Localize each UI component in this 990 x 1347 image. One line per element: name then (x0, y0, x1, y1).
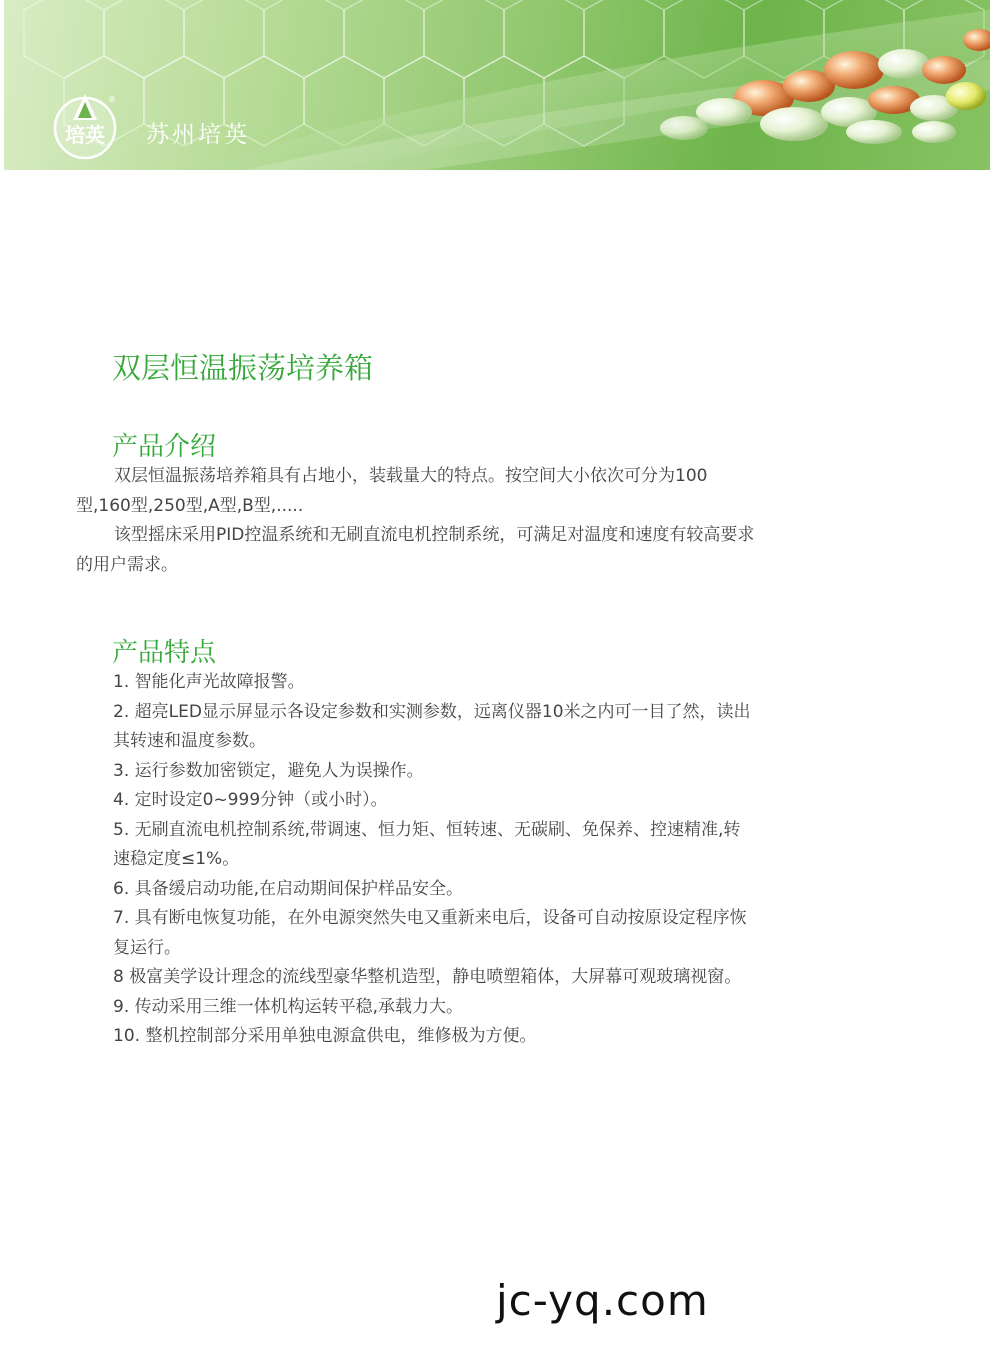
feature-item: 7. 具有断电恢复功能，在外电源突然失电又重新来电后，设备可自动按原设定程序恢复运行。 (113, 908, 747, 958)
features-heading: 产品特点 (112, 638, 217, 668)
intro-heading: 产品介绍 (112, 432, 217, 462)
feature-item: 1. 智能化声光故障报警。 (113, 672, 305, 692)
product-title: 双层恒温振荡培养箱 (112, 351, 374, 385)
feature-item: 4. 定时设定0~999分钟（或小时）。 (113, 790, 388, 810)
header-banner (4, 0, 990, 170)
feature-item: 6. 具备缓启动功能,在启动期间保护样品安全。 (113, 878, 464, 899)
feature-item: 3. 运行参数加密锁定，避免人为误操作。 (113, 760, 424, 781)
footer-website-url: jc-yq.com (496, 1276, 709, 1325)
feature-item: 8 极富美学设计理念的流线型豪华整机造型，静电喷塑箱体，大屏幕可观玻璃视窗。 (113, 967, 742, 987)
intro-body (76, 462, 756, 580)
feature-item: 5. 无刷直流电机控制系统,带调速、恒力矩、恒转速、无碳刷、免保养、控速精准,转速稳定度≤1%。 (113, 819, 741, 869)
registered-mark: ® (108, 95, 116, 104)
intro-paragraph: 双层恒温振荡培养箱具有占地小，装载量大的特点。按空间大小依次可分为100型,160型,250型,A型,B型,..... (76, 466, 708, 516)
feature-item: 10. 整机控制部分采用单独电源盒供电，维修极为方便。 (113, 1026, 537, 1046)
brand-name: 苏州培英 (146, 122, 250, 148)
feature-item: 2. 超亮LED显示屏显示各设定参数和实测参数，远离仪器10米之内可一目了然，读出其转速和温度参数。 (113, 701, 751, 751)
feature-item: 9. 传动采用三维一体机构运转平稳,承载力大。 (113, 996, 464, 1017)
brand-logo (50, 90, 120, 160)
features-list (113, 668, 753, 1052)
logo-text: 培英 (65, 123, 105, 147)
intro-paragraph: 该型摇床采用PID控温系统和无刷直流电机控制系统，可满足对温度和速度有较高要求的用户需求。 (76, 525, 755, 575)
